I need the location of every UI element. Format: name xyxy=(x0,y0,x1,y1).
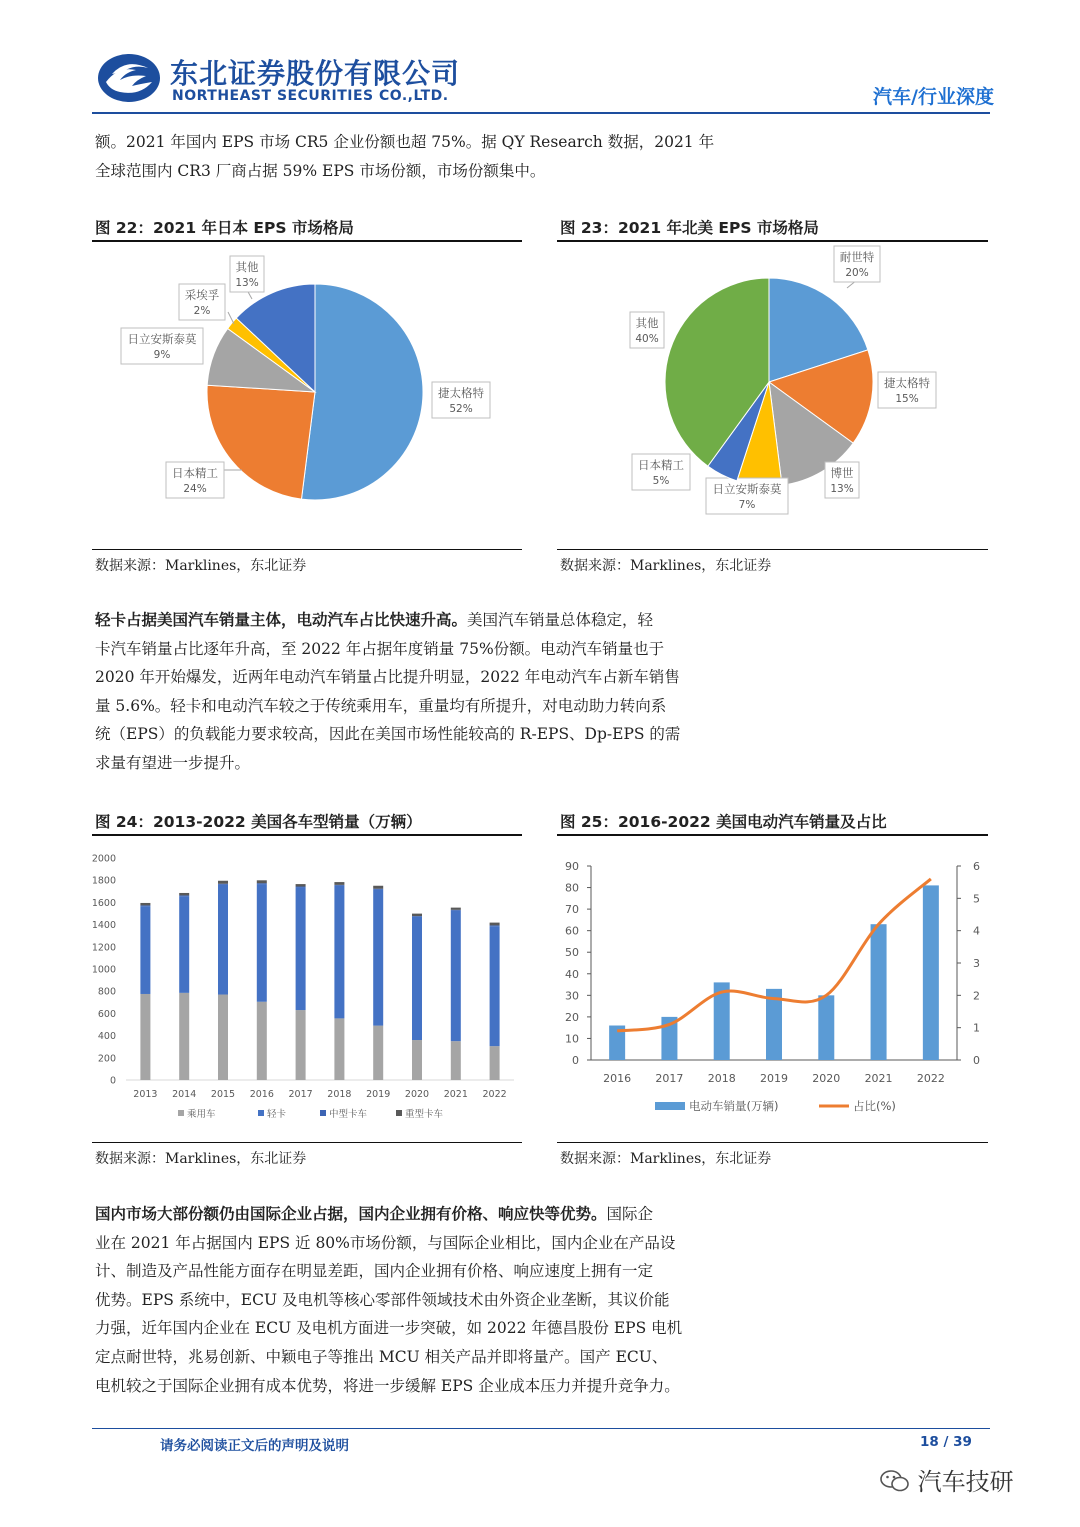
fig24-y-tick: 800 xyxy=(97,986,116,998)
section2-line: 计、制造及产品性能方面存在明显差距，国内企业拥有价格、响应速度上拥有一定 xyxy=(95,1262,654,1281)
fig22-bottom-rule xyxy=(92,549,522,550)
fig25-legend-label: 占比(%) xyxy=(853,1099,896,1113)
fig24-y-tick: 1800 xyxy=(92,875,116,887)
fig25-y-tick: 40 xyxy=(565,967,579,981)
fig24-bar-乘用车 xyxy=(296,1010,306,1080)
fig24-y-tick: 600 xyxy=(97,1008,116,1020)
section2-line: 力强，近年国内企业在 ECU 及电机方面进一步突破，如 2022 年德昌股份 EPS 电机 xyxy=(95,1319,683,1338)
page-number: 18 / 39 xyxy=(920,1434,972,1450)
fig25-y2-tick: 3 xyxy=(973,957,980,970)
fig23-bottom-rule xyxy=(557,549,988,550)
fig24-bar-乘用车 xyxy=(257,1002,267,1080)
fig24-x-tick: 2017 xyxy=(288,1089,313,1100)
fig22-slice-label: 日立安斯泰莫 xyxy=(127,332,197,346)
fig25-bar xyxy=(923,885,939,1060)
fig24-legend-label: 轻卡 xyxy=(267,1109,287,1120)
fig24-legend-swatch xyxy=(320,1110,326,1116)
intro-paragraph xyxy=(95,128,785,185)
fig25-source: 数据来源：Marklines，东北证券 xyxy=(560,1151,772,1167)
fig24-legend-label: 乘用车 xyxy=(187,1109,216,1120)
fig23-slice-value: 7% xyxy=(738,499,756,511)
fig24-x-tick: 2019 xyxy=(366,1089,391,1100)
fig22-top-rule xyxy=(92,240,522,242)
fig24-bar-轻卡 xyxy=(296,887,306,1010)
fig24-x-tick: 2018 xyxy=(327,1089,352,1100)
company-name-en: NORTHEAST SECURITIES CO.,LTD. xyxy=(172,88,449,104)
section2-line: 业在 2021 年占据国内 EPS 近 80%市场份额，与国际企业相比，国内企业在产品设 xyxy=(95,1233,676,1252)
fig25-x-tick: 2018 xyxy=(707,1072,736,1085)
fig22-leader-line xyxy=(228,312,234,324)
fig22-source: 数据来源：Marklines，东北证券 xyxy=(95,558,307,574)
fig23-slice-label: 耐世特 xyxy=(839,250,875,264)
fig23-slice-value: 5% xyxy=(652,475,670,487)
fig23-source: 数据来源：Marklines，东北证券 xyxy=(560,558,772,574)
fig22-pie-chart xyxy=(92,244,522,546)
fig24-bar-中型卡车 xyxy=(412,916,422,917)
fig24-y-tick: 1600 xyxy=(92,897,116,909)
fig24-legend-swatch xyxy=(396,1110,402,1116)
fig22-slice-value: 2% xyxy=(193,305,211,317)
fig25-x-tick: 2019 xyxy=(760,1072,788,1085)
fig25-bottom-rule xyxy=(557,1142,988,1143)
fig24-bar-重型卡车 xyxy=(451,908,461,910)
fig22-slice-value: 52% xyxy=(449,403,473,415)
fig23-slice-value: 13% xyxy=(830,483,854,495)
fig24-bar-中型卡车 xyxy=(451,910,461,911)
fig25-bar xyxy=(818,995,834,1060)
fig24-bar-轻卡 xyxy=(451,911,461,1041)
fig25-x-tick: 2022 xyxy=(916,1072,945,1085)
fig25-x-tick: 2020 xyxy=(812,1072,841,1085)
fig25-y-tick: 10 xyxy=(565,1032,579,1046)
section1-line: 2020 年开始爆发，近两年电动汽车销量占比提升明显，2022 年电动汽车占新车销售 xyxy=(95,668,680,687)
section2-line: 优势。EPS 系统中，ECU 及电机等核心零部件领域技术由外资企业垄断，其议价能 xyxy=(95,1290,670,1309)
fig23-slice-label: 其他 xyxy=(635,316,659,330)
watermark-text: 汽车技研 xyxy=(917,1468,1014,1496)
fig23-slice-value: 20% xyxy=(845,267,869,279)
fig25-y-tick: 30 xyxy=(565,989,579,1003)
fig24-bar-重型卡车 xyxy=(257,880,267,883)
fig24-bar-中型卡车 xyxy=(296,887,306,888)
section1-line: 求量有望进一步提升。 xyxy=(95,753,251,772)
fig23-slice-label: 博世 xyxy=(830,466,854,480)
intro-line: 额。2021 年国内 EPS 市场 CR5 企业份额也超 75%。据 QY Research 数据，2021 年 xyxy=(95,133,715,151)
fig24-bar-中型卡车 xyxy=(179,895,189,896)
fig23-slice-label: 捷太格特 xyxy=(884,376,930,390)
fig24-bar-乘用车 xyxy=(179,993,189,1080)
fig25-legend-swatch xyxy=(655,1102,685,1110)
fig24-legend-swatch xyxy=(178,1110,184,1116)
section2-line: 电机较之于国际企业拥有成本优势，将进一步缓解 EPS 企业成本压力并提升竞争力。 xyxy=(95,1376,680,1395)
fig24-bar-重型卡车 xyxy=(490,923,500,926)
fig24-y-tick: 200 xyxy=(97,1053,116,1065)
fig24-legend-swatch xyxy=(258,1110,264,1116)
footer-divider xyxy=(92,1428,990,1429)
watermark xyxy=(880,1462,1014,1497)
fig24-y-tick: 0 xyxy=(109,1075,116,1087)
fig24-bar-重型卡车 xyxy=(296,884,306,886)
fig24-x-tick: 2020 xyxy=(404,1089,430,1100)
fig24-bar-重型卡车 xyxy=(218,881,228,884)
company-logo xyxy=(96,52,162,104)
report-category: 汽车/行业深度 xyxy=(873,86,994,108)
fig25-y-tick: 20 xyxy=(565,1010,579,1024)
fig25-y2-tick: 1 xyxy=(973,1021,980,1035)
fig25-legend-label: 电动车销量(万辆) xyxy=(689,1099,779,1113)
fig24-bar-轻卡 xyxy=(373,890,383,1026)
fig22-slice-label: 日本精工 xyxy=(172,466,218,480)
section1-line: 统（EPS）的负载能力要求较高，因此在美国市场性能较高的 R-EPS、Dp-EPS 的需 xyxy=(95,725,681,744)
fig25-y-tick: 0 xyxy=(572,1054,579,1067)
fig22-title: 图 22：2021 年日本 EPS 市场格局 xyxy=(95,219,354,237)
fig24-bar-重型卡车 xyxy=(140,903,150,905)
section2-heading: 国内市场大部份额仍由国际企业占据，国内企业拥有价格、响应快等优势。 xyxy=(95,1205,607,1223)
fig23-top-rule xyxy=(557,240,988,242)
fig24-bar-重型卡车 xyxy=(373,886,383,889)
fig24-y-tick: 1400 xyxy=(92,920,116,932)
fig24-bar-中型卡车 xyxy=(334,885,344,886)
header-divider xyxy=(92,112,990,114)
fig24-y-tick: 400 xyxy=(97,1031,116,1043)
fig25-title: 图 25：2016-2022 美国电动汽车销量及占比 xyxy=(560,813,887,831)
fig25-bar-line-chart xyxy=(557,838,988,1140)
fig22-slice-value: 13% xyxy=(235,277,259,289)
fig24-y-tick: 2000 xyxy=(92,853,116,865)
fig24-bar-中型卡车 xyxy=(490,925,500,926)
fig23-title: 图 23：2021 年北美 EPS 市场格局 xyxy=(560,219,819,237)
fig24-legend-label: 重型卡车 xyxy=(405,1109,444,1120)
fig25-bar xyxy=(871,924,887,1060)
fig24-bar-轻卡 xyxy=(412,917,422,1040)
section1-line: 卡汽车销量占比逐年升高，至 2022 年占据年度销量 75%份额。电动汽车销量也于 xyxy=(95,639,665,658)
fig24-bar-乘用车 xyxy=(373,1026,383,1080)
fig24-bar-轻卡 xyxy=(490,926,500,1046)
fig24-bar-乘用车 xyxy=(140,994,150,1080)
fig24-x-tick: 2022 xyxy=(482,1089,507,1100)
fig25-top-rule xyxy=(557,834,988,836)
fig24-x-tick: 2021 xyxy=(443,1089,468,1100)
fig24-stacked-bar-chart xyxy=(92,838,522,1140)
fig22-slice-label: 其他 xyxy=(235,260,259,274)
fig25-x-tick: 2016 xyxy=(603,1072,632,1085)
fig25-x-tick: 2021 xyxy=(864,1072,893,1085)
footer-disclaimer: 请务必阅读正文后的声明及说明 xyxy=(160,1438,349,1454)
fig24-bar-轻卡 xyxy=(334,886,344,1019)
fig22-slice-label: 采埃孚 xyxy=(184,288,220,302)
fig24-bar-轻卡 xyxy=(179,896,189,993)
fig23-slice-label: 日本精工 xyxy=(638,458,684,472)
fig24-bar-轻卡 xyxy=(140,906,150,994)
fig24-top-rule xyxy=(92,834,522,836)
company-name-cn: 东北证券股份有限公司 xyxy=(170,57,461,90)
fig24-x-tick: 2016 xyxy=(249,1089,274,1100)
fig23-pie-chart xyxy=(557,244,988,546)
fig25-y-tick: 90 xyxy=(565,860,579,873)
fig25-y-tick: 80 xyxy=(565,881,579,895)
fig25-y2-tick: 4 xyxy=(973,924,980,938)
fig23-slice-label: 日立安斯泰莫 xyxy=(712,482,782,496)
section1-paragraph xyxy=(95,606,785,778)
fig25-x-tick: 2017 xyxy=(655,1072,684,1085)
fig25-y-tick: 50 xyxy=(565,946,579,960)
section2-paragraph xyxy=(95,1200,785,1400)
fig24-title: 图 24：2013-2022 美国各车型销量（万辆） xyxy=(95,813,422,831)
fig24-bar-乘用车 xyxy=(412,1040,422,1080)
fig24-x-tick: 2013 xyxy=(133,1089,158,1100)
fig24-bar-中型卡车 xyxy=(257,883,267,884)
fig24-bottom-rule xyxy=(92,1142,522,1143)
fig24-bar-重型卡车 xyxy=(334,882,344,885)
fig25-y2-tick: 0 xyxy=(973,1054,980,1067)
fig24-legend-label: 中型卡车 xyxy=(329,1109,368,1120)
fig24-bar-轻卡 xyxy=(218,885,228,995)
fig24-bar-乘用车 xyxy=(218,995,228,1080)
fig25-y2-tick: 5 xyxy=(973,892,980,906)
fig23-slice-value: 40% xyxy=(635,333,659,345)
fig25-y2-tick: 6 xyxy=(973,860,980,873)
fig25-y-tick: 70 xyxy=(565,903,579,917)
fig24-y-tick: 1000 xyxy=(92,964,116,976)
fig24-bar-重型卡车 xyxy=(412,914,422,916)
intro-line: 全球范围内 CR3 厂商占据 59% EPS 市场份额，市场份额集中。 xyxy=(95,161,546,180)
fig22-slice xyxy=(301,284,423,500)
fig22-slice-value: 24% xyxy=(183,483,207,495)
fig24-source: 数据来源：Marklines，东北证券 xyxy=(95,1151,307,1167)
fig24-bar-中型卡车 xyxy=(373,889,383,890)
fig24-bar-中型卡车 xyxy=(218,884,228,885)
fig24-y-tick: 1200 xyxy=(92,942,116,954)
fig22-slice-value: 9% xyxy=(153,349,171,361)
section1-line: 美国汽车销量总体稳定，轻 xyxy=(467,611,654,629)
fig25-y2-tick: 2 xyxy=(973,989,980,1003)
fig24-x-tick: 2015 xyxy=(210,1089,236,1100)
fig24-bar-重型卡车 xyxy=(179,893,189,895)
section2-line: 国际企 xyxy=(606,1205,654,1223)
section2-line: 定点耐世特，兆易创新、中颖电子等推出 MCU 相关产品并即将量产。国产 ECU、 xyxy=(95,1347,668,1366)
section1-heading: 轻卡占据美国汽车销量主体，电动汽车占比快速升高。 xyxy=(95,611,468,629)
fig24-bar-乘用车 xyxy=(334,1018,344,1080)
section1-line: 量 5.6%。轻卡和电动汽车较之于传统乘用车，重量均有所提升，对电动助力转向系 xyxy=(95,696,667,715)
fig23-slice-value: 15% xyxy=(895,393,919,405)
fig24-bar-乘用车 xyxy=(451,1041,461,1080)
wechat-icon xyxy=(880,1469,910,1493)
fig25-y-tick: 60 xyxy=(565,924,579,938)
fig22-slice-label: 捷太格特 xyxy=(438,386,484,400)
fig24-bar-轻卡 xyxy=(257,884,267,1002)
fig24-bar-中型卡车 xyxy=(140,905,150,906)
fig24-x-tick: 2014 xyxy=(172,1089,197,1100)
fig24-bar-乘用车 xyxy=(490,1046,500,1080)
